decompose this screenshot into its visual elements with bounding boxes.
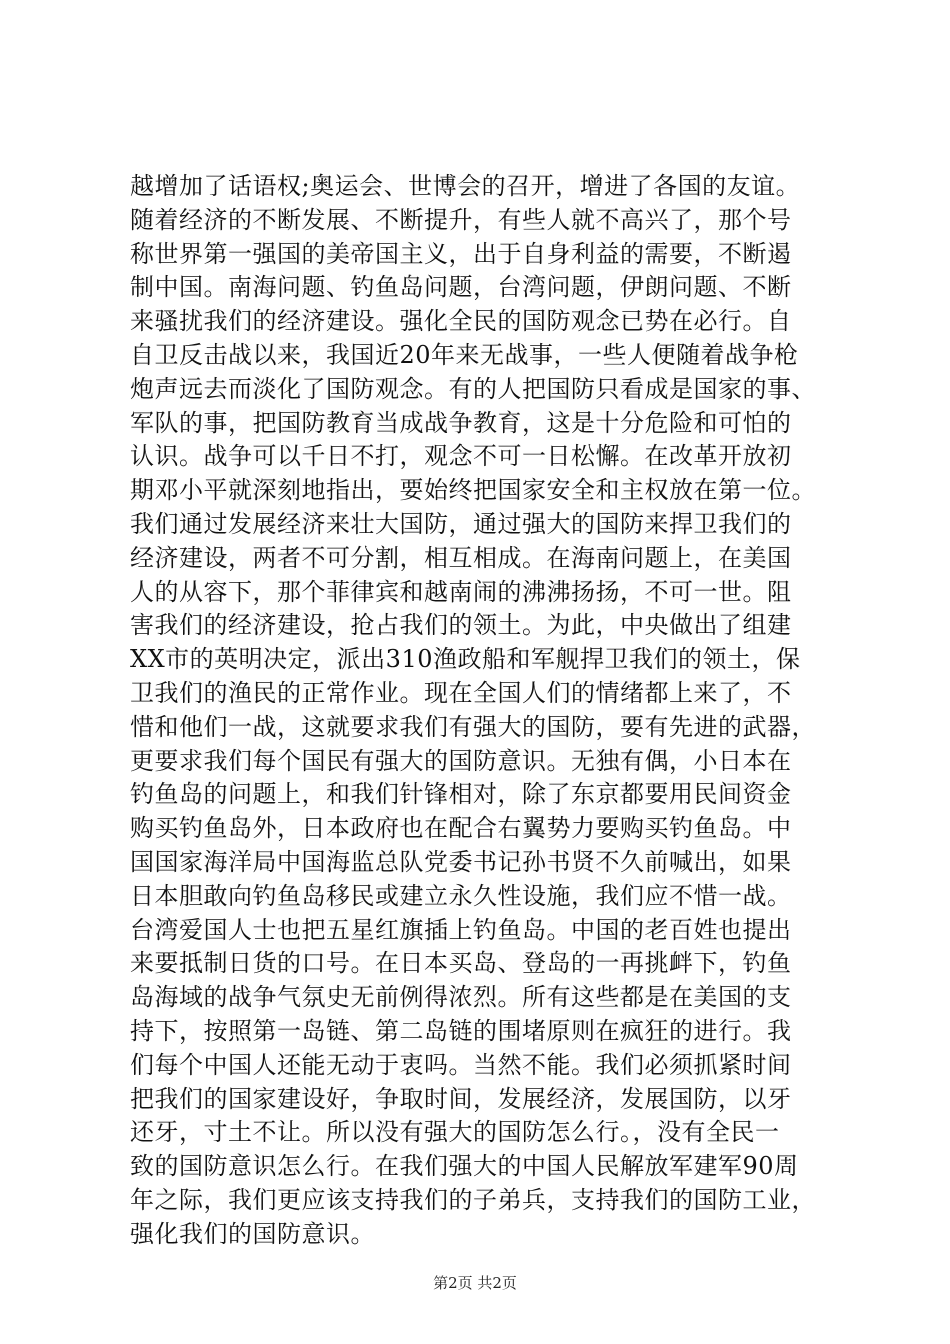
text-line: 们每个中国人还能无动于衷吗。当然不能。我们必须抓紧时间 [130, 1050, 792, 1079]
text-line: 钓鱼岛的问题上，和我们针锋相对，除了东京都要用民间资金 [130, 780, 792, 809]
text-line: 自卫反击战以来，我国近20年来无战事，一些人便随着战争枪 [130, 340, 799, 369]
text-line: 更要求我们每个国民有强大的国防意识。无独有偶，小日本在 [130, 746, 792, 775]
text-line: 年之际，我们更应该支持我们的子弟兵，支持我们的国防工业， [130, 1185, 816, 1214]
text-line: 岛海域的战争气氛史无前例得浓烈。所有这些都是在美国的支 [130, 983, 792, 1012]
text-line: 随着经济的不断发展、不断提升，有些人就不高兴了，那个号 [130, 205, 792, 234]
text-line: 购买钓鱼岛外，日本政府也在配合右翼势力要购买钓鱼岛。中 [130, 814, 792, 843]
text-line: 经济建设，两者不可分割，相互相成。在海南问题上，在美国 [130, 543, 792, 572]
text-line: 越增加了话语权;奥运会、世博会的召开，增进了各国的友谊。 [130, 172, 801, 200]
text-line: 持下，按照第一岛链、第二岛链的围堵原则在疯狂的进行。我 [130, 1016, 792, 1045]
text-line: 来要抵制日货的口号。在日本买岛、登岛的一再挑衅下，钓鱼 [130, 949, 792, 978]
text-line: 认识。战争可以千日不打，观念不可一日松懈。在改革开放初 [130, 442, 792, 471]
text-line: 人的从容下，那个菲律宾和越南闹的沸沸扬扬，不可一世。阻 [130, 577, 792, 606]
text-line: XX市的英明决定，派出310渔政船和军舰捍卫我们的领土，保 [130, 645, 801, 674]
text-line: 军队的事，把国防教育当成战争教育，这是十分危险和可怕的 [130, 408, 792, 437]
text-line: 炮声远去而淡化了国防观念。有的人把国防只看成是国家的事、 [130, 374, 816, 403]
text-line: 还牙，寸土不让。所以没有强大的国防怎么行。，没有全民一 [130, 1118, 780, 1147]
text-line: 惜和他们一战，这就要求我们有强大的国防，要有先进的武器， [130, 712, 816, 741]
text-line: 称世界第一强国的美帝国主义，出于自身利益的需要，不断遏 [130, 239, 792, 268]
text-line: 害我们的经济建设，抢占我们的领土。为此，中央做出了组建 [130, 611, 792, 640]
text-line: 强化我们的国防意识。 [130, 1219, 375, 1248]
text-line: 日本胆敢向钓鱼岛移民或建立永久性设施，我们应不惜一战。 [130, 881, 792, 910]
page-number-footer: 第2页 共2页 [433, 1274, 517, 1292]
body-text [130, 170, 850, 1252]
text-line: 台湾爱国人士也把五星红旗插上钓鱼岛。中国的老百姓也提出 [130, 915, 792, 944]
text-line: 期邓小平就深刻地指出，要始终把国家安全和主权放在第一位。 [130, 476, 816, 505]
text-line: 国国家海洋局中国海监总队党委书记孙书贤不久前喊出，如果 [130, 847, 792, 876]
text-line: 制中国。南海问题、钓鱼岛问题，台湾问题，伊朗问题、不断 [130, 273, 792, 302]
text-line: 卫我们的渔民的正常作业。现在全国人们的情绪都上来了，不 [130, 678, 792, 707]
text-line: 把我们的国家建设好，争取时间，发展经济，发展国防，以牙 [130, 1084, 792, 1113]
text-line: 来骚扰我们的经济建设。强化全民的国防观念已势在必行。自 [130, 307, 792, 336]
text-line: 致的国防意识怎么行。在我们强大的中国人民解放军建军90周 [130, 1152, 799, 1181]
text-line: 我们通过发展经济来壮大国防，通过强大的国防来捍卫我们的 [130, 509, 792, 538]
